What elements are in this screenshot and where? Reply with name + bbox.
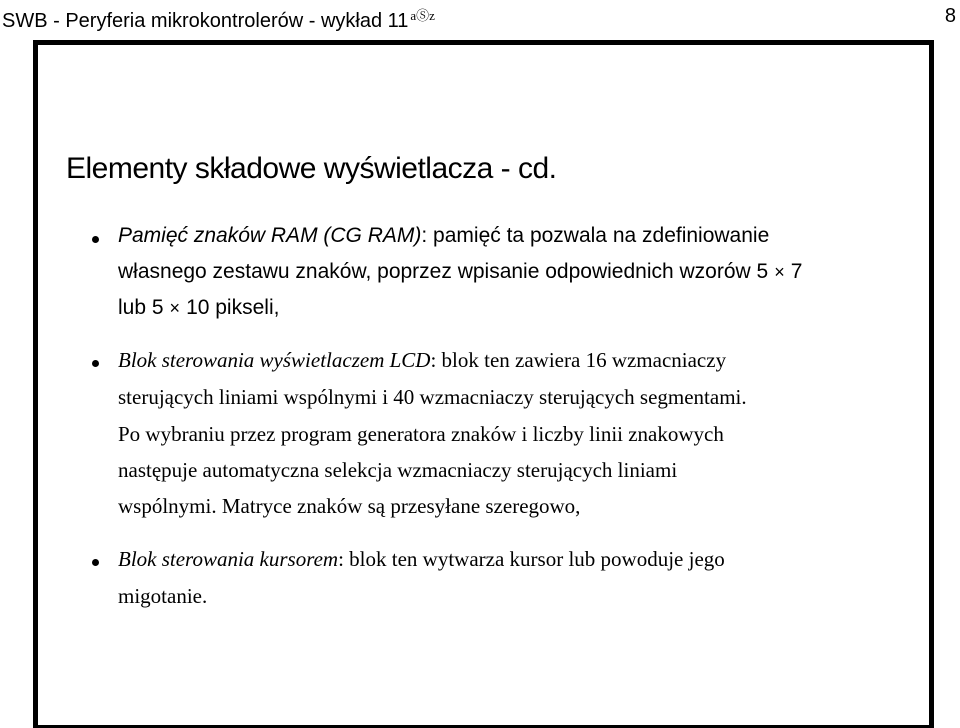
slide-title: Elementy składowe wyświetlacza - cd.	[66, 152, 557, 185]
times-sign: ×	[169, 298, 181, 318]
bullet-3-term: Blok sterowania kursorem	[118, 547, 339, 571]
page-number: 8	[944, 5, 956, 27]
author-mark: aⓈz	[410, 8, 435, 23]
bullet-dot	[92, 559, 99, 566]
bullet-1-term: Pamięć znaków RAM (CG RAM)	[118, 224, 422, 247]
bullet-1-text: lub 5	[118, 296, 164, 319]
bullet-2-term: Blok sterowania wyświetlaczem LCD	[118, 348, 431, 372]
bullet-dot	[92, 360, 99, 367]
bullet-3-line-1	[118, 545, 725, 573]
bullet-1-text: 7	[790, 260, 803, 283]
bullet-1-line-2	[118, 258, 802, 286]
bullet-2-line-5: wspólnymi. Matryce znaków są przesyłane szeregowo,	[118, 494, 581, 518]
header-title-text: SWB - Peryferia mikrokontrolerów - wykład 11	[2, 10, 409, 32]
bullet-2-text: : blok ten zawiera 16 wzmacniaczy	[430, 348, 727, 372]
bullet-1-line-3	[118, 294, 279, 322]
bullet-2-line-3: Po wybraniu przez program generatora znaków i liczby linii znakowych	[118, 422, 724, 446]
bullet-2-line-2: sterujących liniami wspólnymi i 40 wzmacniaczy sterujących segmentami.	[118, 385, 747, 409]
bullet-2-line-4: następuje automatyczna selekcja wzmacniaczy sterujących liniami	[118, 458, 678, 482]
header-title	[2, 4, 435, 33]
bullet-dot	[92, 236, 99, 243]
bullet-1-text: 10 pikseli,	[186, 296, 280, 319]
bullet-1-text: własnego zestawu znaków, poprzez wpisanie odpowiednich wzorów 5	[118, 260, 769, 283]
bullet-1-text: : pamięć ta pozwala na zdefiniowanie	[421, 224, 770, 247]
bullet-3-text: : blok ten wytwarza kursor lub powoduje jego	[338, 547, 725, 571]
bullet-3-line-2: migotanie.	[118, 584, 208, 608]
times-sign: ×	[774, 262, 785, 282]
bullet-1-line-1	[118, 222, 769, 250]
page-header	[0, 0, 960, 34]
bullet-2-line-1	[118, 346, 726, 374]
